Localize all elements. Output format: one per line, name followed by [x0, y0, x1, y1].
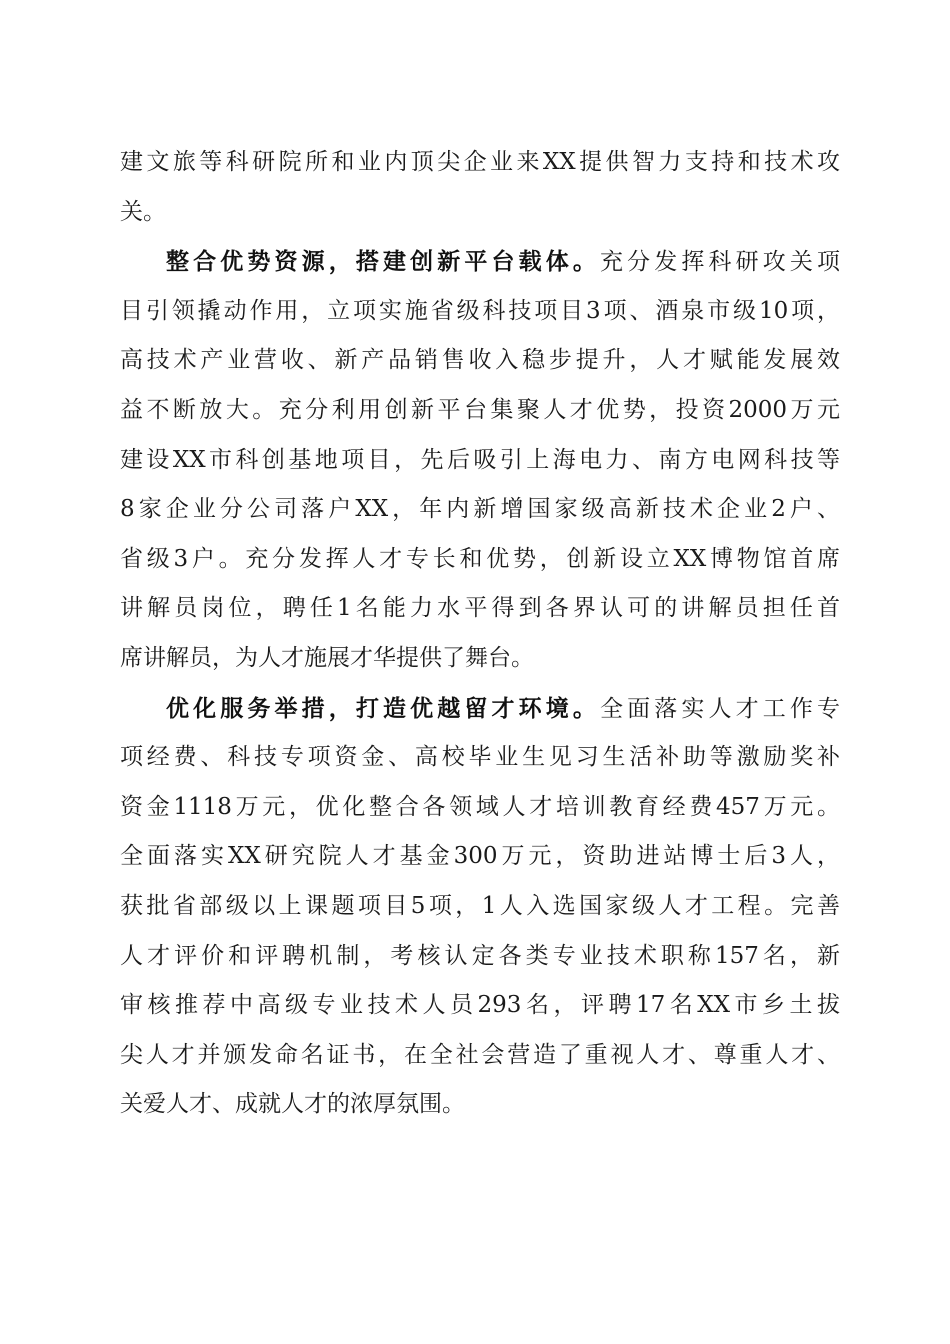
text-line: 建文旅等科研院所和业内顶尖企业来XX提供智力支持和技术攻 — [120, 149, 840, 175]
text-line: 全面落实XX研究院人才基金300万元，资助进站博士后3人， — [120, 843, 840, 870]
text-line: 建设XX市科创基地项目，先后吸引上海电力、南方电网科技等 — [120, 446, 840, 473]
text-line: 讲解员岗位，聘任1名能力水平得到各界认可的讲解员担任首 — [120, 595, 840, 622]
paragraph-service — [120, 684, 840, 1130]
text-line: 席讲解员，为人才施展才华提供了舞台。 — [120, 644, 534, 671]
text-line: 尖人才并颁发命名证书，在全社会营造了重视人才、尊重人才、 — [120, 1041, 840, 1068]
text-line: 高技术产业营收、新产品销售收入稳步提升，人才赋能发展效 — [120, 347, 840, 374]
text-run: 全面落实人才工作专 — [600, 695, 840, 722]
text-run: 充分发挥科研攻关项 — [600, 249, 840, 276]
text-line: 审核推荐中高级专业技术人员293名，评聘17名XX市乡土拔 — [120, 992, 840, 1019]
text-line: 关爱人才、成就人才的浓厚氛围。 — [120, 1091, 465, 1118]
text-line: 目引领撬动作用，立项实施省级科技项目3项、酒泉市级10项， — [120, 297, 840, 324]
paragraph-heading: 优化服务举措，打造优越留才环境。 — [166, 694, 600, 722]
text-line: 8家企业分公司落户XX，年内新增国家级高新技术企业2户、 — [120, 496, 840, 523]
paragraph-platform — [120, 237, 840, 683]
text-line: 资金1118万元，优化整合各领域人才培训教育经费457万元。 — [120, 793, 840, 820]
document-body — [120, 138, 840, 1130]
paragraph-first-line — [120, 684, 840, 734]
text-line: 省级3户。充分发挥人才专长和优势，创新设立XX博物馆首席 — [120, 545, 840, 572]
text-line: 获批省部级以上课题项目5项，1人入选国家级人才工程。完善 — [120, 892, 840, 919]
paragraph-continuation — [120, 138, 840, 237]
text-line: 人才评价和评聘机制，考核认定各类专业技术职称157名，新 — [120, 942, 840, 969]
paragraph-first-line — [120, 237, 840, 287]
text-line: 项经费、科技专项资金、高校毕业生见习生活补助等激励奖补 — [120, 744, 840, 771]
text-line: 关。 — [120, 198, 166, 225]
text-line: 益不断放大。充分利用创新平台集聚人才优势，投资2000万元 — [120, 396, 840, 423]
paragraph-heading: 整合优势资源，搭建创新平台载体。 — [166, 248, 600, 276]
